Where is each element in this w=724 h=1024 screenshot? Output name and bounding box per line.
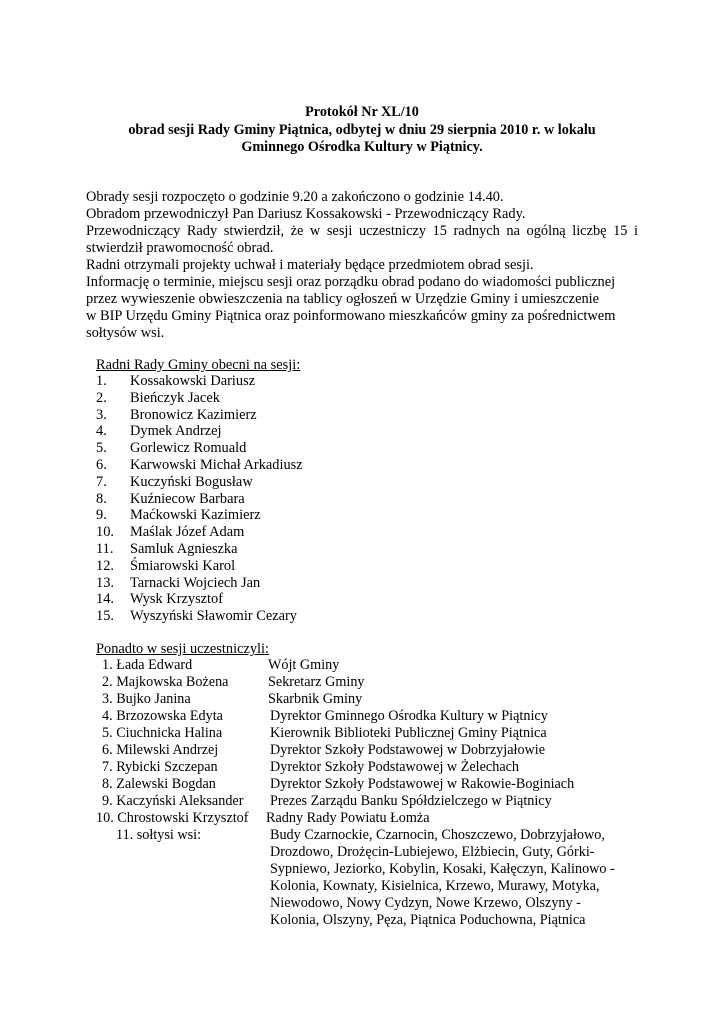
- councillor-number: 9.: [96, 507, 107, 524]
- councillor-name: Karwowski Michał Arkadiusz: [130, 457, 303, 473]
- protocol-location: Gminnego Ośrodka Kultury w Piątnicy.: [241, 139, 483, 155]
- participant-role: Skarbnik Gminy: [268, 691, 363, 707]
- councillor-name: Dymek Andrzej: [130, 423, 222, 440]
- participant-role: Kierownik Biblioteki Publicznej Gminy Piątnica: [270, 725, 547, 741]
- councillor-name: Śmiarowski Karol: [130, 557, 236, 574]
- participant-name: 2. Majkowska Bożena: [102, 674, 229, 690]
- participant-name: 9. Kaczyński Aleksander: [102, 793, 244, 809]
- intro-line: przez wywieszenie obwieszczenia na tablicy ogłoszeń w Urzędzie Gminy i umieszczenie: [86, 291, 600, 307]
- councillor-name: Samluk Agnieszka: [130, 541, 238, 557]
- participant-role: Dyrektor Szkoły Podstawowej w Żelechach: [270, 759, 520, 775]
- participant-role: Dyrektor Szkoły Podstawowej w Rakowie-Boginiach: [270, 776, 575, 792]
- participant-name: 4. Brzozowska Edyta: [102, 708, 223, 724]
- councillor-number: 15.: [96, 608, 114, 625]
- intro-line: Obrady sesji rozpoczęto o godzinie 9.20 a zakończono o godzinie 14.40.: [86, 189, 504, 205]
- participant-role: Radny Rady Powiatu Łomża: [266, 810, 430, 826]
- soltysi-village-line: Budy Czarnockie, Czarnocin, Choszczewo, Dobrzyjałowo,: [270, 827, 605, 843]
- participants-heading: Ponadto w sesji uczestniczyli:: [96, 641, 270, 657]
- councillor-number: 7.: [96, 473, 107, 490]
- councillor-number: 10.: [96, 524, 114, 541]
- protocol-title: Protokół Nr XL/10: [305, 104, 419, 120]
- intro-line: Przewodniczący Rady stwierdził, że w sesji uczestniczy 15 radnych na ogólną liczbę 15 i: [86, 223, 638, 239]
- soltysi-village-line: Sypniewo, Jeziorko, Kobylin, Kosaki, Kałęczyn, Kalinowo -: [270, 861, 615, 877]
- councillor-number: 6.: [96, 457, 107, 473]
- participant-role: Prezes Zarządu Banku Spółdzielczego w Piątnicy: [270, 793, 552, 809]
- councillor-name: Wysk Krzysztof: [130, 591, 224, 608]
- councillor-name: Maślak Józef Adam: [130, 524, 245, 541]
- participant-role: Wójt Gminy: [268, 657, 340, 673]
- councillor-name: Kuźniecow Barbara: [130, 490, 245, 507]
- councillor-number: 11.: [96, 541, 114, 557]
- councillor-name: Kuczyński Bogusław: [130, 473, 253, 490]
- participant-name: 7. Rybicki Szczepan: [102, 759, 218, 775]
- participant-role: Sekretarz Gminy: [268, 674, 365, 690]
- councillors-heading: Radni Rady Gminy obecni na sesji:: [96, 357, 301, 373]
- councillor-number: 4.: [96, 423, 107, 440]
- intro-line: w BIP Urzędu Gminy Piątnica oraz poinformowano mieszkańców gminy za pośrednictwem: [86, 308, 616, 324]
- councillor-name: Tarnacki Wojciech Jan: [130, 574, 261, 591]
- intro-line: sołtysów wsi.: [86, 325, 165, 341]
- soltysi-village-line: Kolonia, Olszyny, Pęza, Piątnica Poduchowna, Piątnica: [270, 912, 586, 928]
- protocol-subtitle: obrad sesji Rady Gminy Piątnica, odbytej w dniu 29 sierpnia 2010 r. w lokalu: [128, 122, 596, 138]
- participant-name: 6. Milewski Andrzej: [102, 742, 219, 758]
- councillor-number: 14.: [96, 591, 114, 608]
- councillor-number: 5.: [96, 440, 107, 457]
- intro-line: Informację o terminie, miejscu sesji oraz porządku obrad podano do wiadomości publicznej: [86, 274, 616, 290]
- soltysi-village-line: Niewodowo, Nowy Cydzyn, Nowe Krzewo, Olszyny -: [270, 895, 581, 911]
- soltysi-label: 11. sołtysi wsi:: [116, 827, 202, 843]
- councillor-number: 2.: [96, 389, 107, 406]
- councillor-number: 13.: [96, 574, 114, 591]
- intro-line: Radni otrzymali projekty uchwał i materiały będące przedmiotem obrad sesji.: [86, 257, 534, 273]
- councillor-name: Bronowicz Kazimierz: [130, 406, 257, 423]
- participant-name: 3. Bujko Janina: [102, 691, 191, 707]
- councillor-name: Maćkowski Kazimierz: [130, 507, 261, 524]
- participant-role: Dyrektor Gminnego Ośrodka Kultury w Piątnicy: [270, 708, 548, 724]
- councillor-name: Bieńczyk Jacek: [130, 389, 220, 406]
- councillor-name: Wyszyński Sławomir Cezary: [130, 608, 297, 625]
- councillor-number: 3.: [96, 406, 107, 423]
- councillor-name: Gorlewicz Romuald: [130, 440, 247, 457]
- councillor-number: 8.: [96, 490, 107, 507]
- participant-name: 1. Łada Edward: [102, 657, 193, 673]
- intro-line: Obradom przewodniczył Pan Dariusz Kossakowski - Przewodniczący Rady.: [86, 206, 526, 222]
- councillor-name: Kossakowski Dariusz: [130, 373, 256, 389]
- participant-role: Dyrektor Szkoły Podstawowej w Dobrzyjałowie: [270, 742, 546, 758]
- councillor-number: 12.: [96, 557, 114, 574]
- soltysi-village-line: Kolonia, Kownaty, Kisielnica, Krzewo, Murawy, Motyka,: [270, 878, 600, 894]
- councillor-number: 1.: [96, 373, 107, 389]
- participant-name: 10. Chrostowski Krzysztof: [96, 810, 249, 826]
- participant-name: 8. Zalewski Bogdan: [102, 776, 216, 792]
- participant-name: 5. Ciuchnicka Halina: [102, 725, 223, 741]
- intro-line: stwierdził prawomocność obrad.: [86, 240, 274, 256]
- soltysi-village-line: Drozdowo, Drożęcin-Lubiejewo, Elżbiecin, Guty, Górki-: [270, 844, 595, 860]
